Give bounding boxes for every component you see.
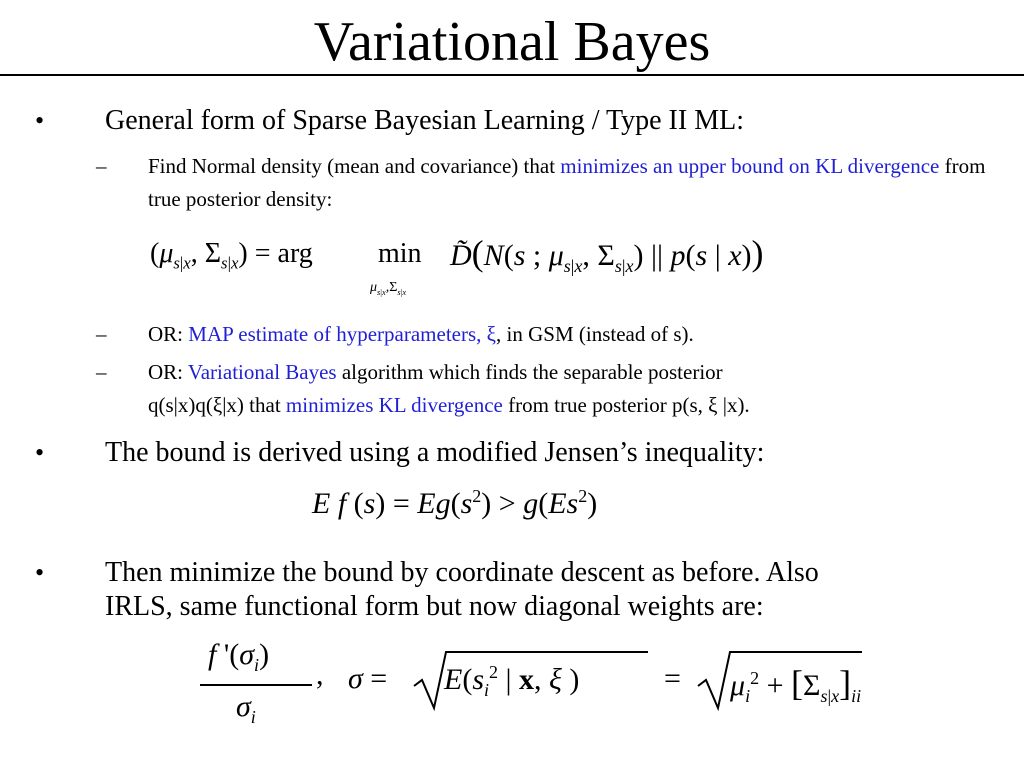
sub-text-pre: Find Normal density (mean and covariance) that	[148, 154, 561, 178]
sub-bullet-variational-bayes	[0, 356, 1024, 426]
sub-text-line2-highlight: minimizes KL divergence	[285, 393, 503, 417]
sub-text-line2-post: from true posterior p(s, ξ |x).	[502, 393, 750, 417]
equation-argmin: ($\mu_{s|x}$, $\Sigma_{s|x}$) = arg min $\mu_{s|x},\Sigma_{s|x}$ D̃(N(s ; $\mu_{s|x}$, $\Sigma_{s|x}$) || p(s | x))	[150, 233, 764, 297]
bullet-marker: •	[35, 558, 45, 587]
sub-text-pre: OR:	[148, 360, 188, 384]
sub-text	[148, 356, 988, 422]
sub-marker: –	[96, 360, 107, 384]
sub-text-post: from true posterior density:	[148, 154, 986, 211]
bullet-coordinate-descent	[0, 556, 1024, 632]
sub-bullet-normal-density	[0, 150, 1024, 220]
bullet-marker: •	[35, 106, 45, 135]
bullet-sparse-bayesian	[0, 104, 1024, 144]
bullet-text: The bound is derived using a modified Jensen’s inequality:	[105, 437, 765, 468]
sub-marker: –	[96, 322, 107, 346]
sub-text-highlight: minimizes an upper bound on KL divergence	[560, 154, 940, 178]
bullet-text	[105, 556, 1005, 624]
equation-jensen: E f $(s) = Eg(s^2) > g(Es^2)$	[312, 486, 598, 520]
sub-bullet-map-estimate	[0, 318, 1024, 354]
slide-title: Variational Bayes	[313, 11, 711, 73]
title-divider	[0, 74, 1024, 76]
sub-text-post: algorithm which finds the separable posterior	[336, 360, 723, 384]
bullet-jensen-bound	[0, 436, 1024, 476]
sub-text-highlight: Variational Bayes	[187, 360, 337, 384]
sub-text-post: , in GSM (instead of s).	[496, 322, 694, 346]
bullet-text: General form of Sparse Bayesian Learning / Type II ML:	[105, 105, 744, 136]
equation-diagonal-weights: f '$(\sigma_i)$ $\sigma_i$ , σ = $E(s_i^2$ | x, ξ ) = $\mu_i^2 + [\Sigma_{s|x}]_{ii}$	[200, 638, 880, 738]
sub-text	[148, 318, 988, 351]
sub-text	[148, 150, 988, 216]
bullet-text-line1: Then minimize the bound by coordinate descent as before. Also	[105, 557, 819, 588]
bullet-text-line2: IRLS, same functional form but now diagonal weights are:	[105, 591, 764, 622]
bullet-marker: •	[35, 438, 45, 467]
sub-marker: –	[96, 154, 107, 178]
sub-text-highlight: MAP estimate of hyperparameters, ξ	[188, 322, 497, 346]
sub-text-line2-pre: q(s|x)q(ξ|x) that	[148, 393, 286, 417]
sub-text-pre: OR:	[148, 322, 189, 346]
